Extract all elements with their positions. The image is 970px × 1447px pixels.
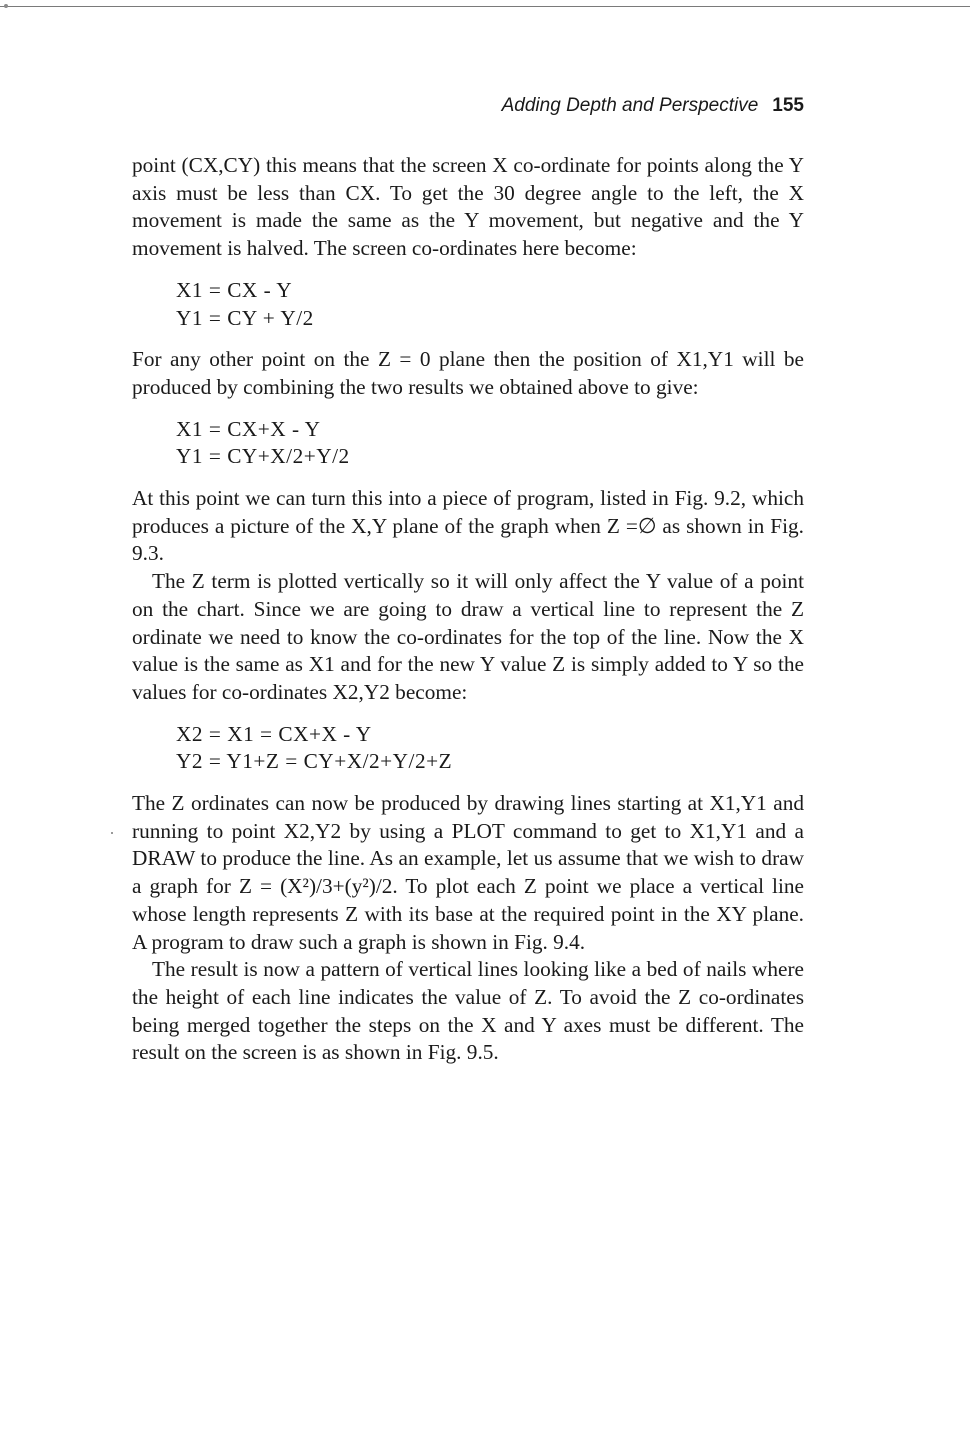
formula-block bbox=[176, 416, 804, 471]
formula-line: Y1 = CY+X/2+Y/2 bbox=[176, 444, 350, 469]
page-header bbox=[132, 92, 804, 120]
formula-line: X1 = CX - Y bbox=[176, 277, 293, 302]
running-title: Adding Depth and Perspective bbox=[501, 95, 759, 116]
scan-edge-line bbox=[0, 6, 970, 7]
paragraph: The Z term is plotted vertically so it will only affect the Y value of a point on the chart. Since we are going to draw a vertical line to represent the Z ordinate we need to know the co-ordinates for the top of the line. Now the X value is the same as X1 and for the new Y value Z is simply added to Y so the values for co-ordinates X2,Y2 become: bbox=[132, 569, 804, 704]
paragraph: At this point we can turn this into a piece of program, listed in Fig. 9.2, which produces a picture of the X,Y plane of the graph when Z =∅ as shown in Fig. 9.3. bbox=[132, 486, 804, 566]
paragraph: The Z ordinates can now be produced by drawing lines starting at X1,Y1 and running to point X2,Y2 by using a PLOT command to get to X1,Y1 and a DRAW to produce the line. As an example, let us assume that we wish to draw a graph for Z = (X²)/3+(y²)/2. To plot each Z point we place a vertical line whose length represents Z with its base at the required point in the XY plane. A program to draw such a graph is shown in Fig. 9.4. bbox=[132, 791, 804, 954]
formula-line: Y1 = CY + Y/2 bbox=[176, 305, 314, 330]
paragraph: The result is now a pattern of vertical lines looking like a bed of nails where the height of each line indicates the value of Z. To avoid the Z co-ordinates being merged together the steps on the X and Y axes must be different. The result on the screen is as shown in Fig. 9.5. bbox=[132, 957, 804, 1065]
paragraph: For any other point on the Z = 0 plane then the position of X1,Y1 will be produced by combining the two results we obtained above to give: bbox=[132, 347, 804, 399]
formula-block bbox=[176, 277, 804, 332]
formula-line: X1 = CX+X - Y bbox=[176, 416, 321, 441]
paragraph: point (CX,CY) this means that the screen X co-ordinate for points along the Y axis must be less than CX. To get the 30 degree angle to the left, the X movement is made the same as the Y movement, but negative and the Y movement is halved. The screen co-ordinates here become: bbox=[132, 153, 804, 261]
formula-line: X2 = X1 = CX+X - Y bbox=[176, 721, 372, 746]
formula-line: Y2 = Y1+Z = CY+X/2+Y/2+Z bbox=[176, 749, 453, 774]
margin-speck bbox=[111, 832, 113, 834]
scan-corner-mark bbox=[4, 4, 8, 8]
page-body bbox=[132, 152, 804, 1067]
formula-block bbox=[176, 721, 804, 776]
page-number: 155 bbox=[772, 95, 804, 116]
